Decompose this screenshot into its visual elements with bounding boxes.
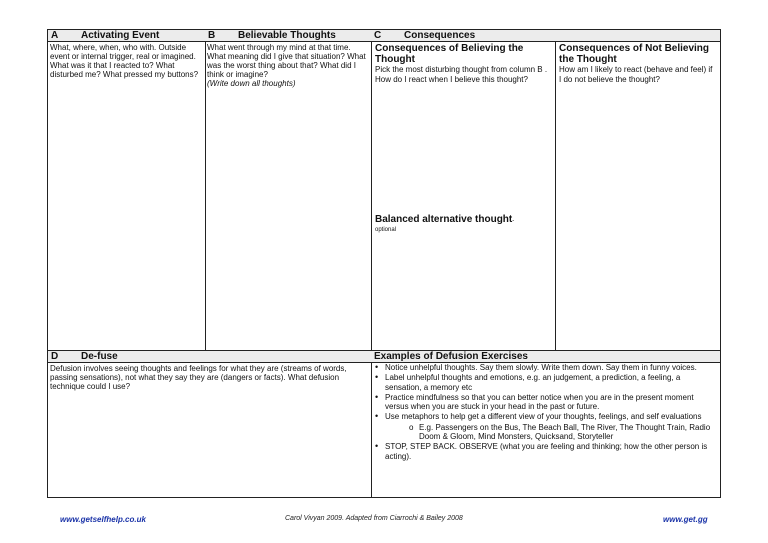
balanced-thought-dash: - [512,218,515,224]
column-b-note: (Write down all thoughts) [207,79,296,88]
consequences-not-believing-heading: Consequences of Not Believing the Thought [559,43,710,65]
column-a-activating-event [48,30,206,350]
column-b-header [205,30,371,42]
balanced-thought-title: Balanced alternative thought [375,214,513,225]
column-d-title: De-fuse [81,351,118,362]
column-c-title: Consequences [404,30,476,41]
column-b-title: Believable Thoughts [238,30,336,41]
defusion-examples-title: Examples of Defusion Exercises [374,351,528,362]
defusion-examples [371,351,720,498]
balanced-thought-heading [375,214,514,225]
column-d-letter: D [51,351,59,362]
consequences-believing-heading: Consequences of Believing the Thought [375,43,524,65]
abc-worksheet [47,29,721,498]
consequences-not-believing-cell [555,42,719,350]
column-b-prompt [205,42,371,89]
column-d-prompt: Defusion involves seeing thoughts and feelings for what they are (streams of words, passing sensations), not what they say they are (dangers or facts). What defusion technique could I use? [50,364,347,391]
column-c-header [371,30,720,42]
footer-short-link[interactable]: www.get.gg [663,515,708,524]
column-a-title: Activating Event [81,30,160,41]
column-d-defuse [48,351,372,498]
consequences-believing-prompt: Pick the most disturbing thought from column B . How do I react when I believe this thought? [375,65,548,84]
defusion-examples-list [371,363,720,461]
list-item-metaphor-examples: o E.g. Passengers on the Bus, The Beach Ball, The River, The Thought Train, Radio Doom & Gloom, Mind Monsters, Quicksand, Storyteller [385,423,716,442]
footer-website-link[interactable]: www.getselfhelp.co.uk [60,515,146,524]
column-a-prompt: What, where, when, who with. Outside event or internal trigger, real or imagined. What was it that I reacted to? What disturbed me? What pressed my buttons? [50,43,199,79]
column-a-header [48,30,205,42]
footer-credit: Carol Vivyan 2009. Adapted from Ciarrochi & Bailey 2008 [285,515,463,522]
list-item: • STOP, STEP BACK. OBSERVE (what you are feeling and thinking; how the other person is acting). [385,442,716,461]
column-b-prompt-text: What went through my mind at that time. What meaning did I give that situation? What was the worst thing about that? What did I think or imagine? [207,43,366,79]
column-b-believable-thoughts [205,30,372,350]
column-d-header [48,351,371,363]
column-a-letter: A [51,30,59,41]
consequences-split [371,42,720,350]
consequences-believing-cell [371,42,556,350]
balanced-thought-optional: optional [375,227,397,233]
list-item: • Label unhelpful thoughts and emotions, e.g. an judgement, a prediction, a feeling, a sensation, a memory etc [385,373,716,392]
column-c-letter: C [374,30,382,41]
column-b-letter: B [208,30,216,41]
column-c-consequences [371,30,720,350]
list-item: • Notice unhelpful thoughts. Say them slowly. Write them down. Say them in funny voices. [385,363,716,372]
list-item: • Use metaphors to help get a different view of your thoughts, feelings, and self evaluations [385,412,716,421]
list-item: • Practice mindfulness so that you can better notice when you are in the present moment versus when you are stuck in your head in the past or future. [385,393,716,412]
defusion-examples-header [371,351,720,363]
consequences-not-believing-prompt: How am I likely to react (behave and feel) if I do not believe the thought? [559,65,713,84]
bottom-row [48,350,720,498]
